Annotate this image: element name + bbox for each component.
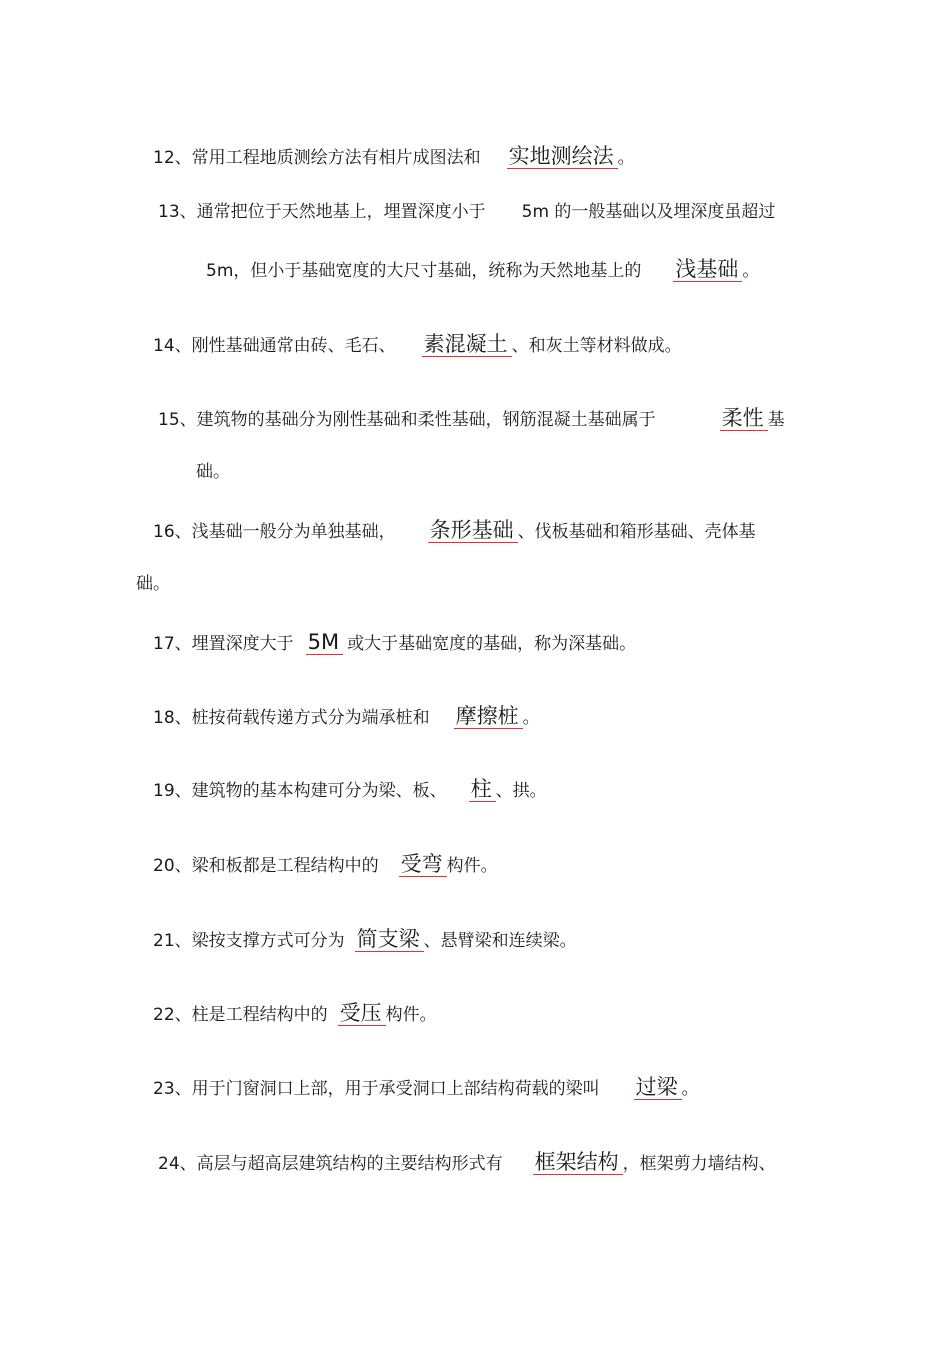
answer: 受压 <box>338 1001 386 1026</box>
question-text: 用于门窗洞口上部，用于承受洞口上部结构荷载的梁叫 <box>191 1079 600 1099</box>
question-number: 24、 <box>158 1154 197 1174</box>
answer: 简支梁 <box>355 927 424 952</box>
question-text: 埋置深度大于 <box>191 634 294 654</box>
question-text: 高层与超高层建筑结构的主要结构形式有 <box>196 1154 503 1174</box>
question-text-after: 。 <box>617 148 635 168</box>
question-text: 梁按支撑方式可分为 <box>191 931 345 951</box>
question-18 <box>153 704 540 730</box>
question-number: 18、 <box>153 708 192 728</box>
question-17 <box>153 630 636 656</box>
question-text-after: 。 <box>522 708 540 728</box>
answer: 框架结构 <box>533 1150 623 1175</box>
question-16-line2 <box>136 572 170 596</box>
question-number: 15、 <box>158 410 197 430</box>
question-24 <box>158 1150 776 1176</box>
question-text-after: 、悬臂梁和连续梁。 <box>423 931 577 951</box>
answer: 素混凝土 <box>422 332 512 357</box>
question-number: 16、 <box>153 522 192 542</box>
question-text: 建筑物的基本构建可分为梁、板、 <box>191 781 447 801</box>
question-19 <box>153 777 547 803</box>
question-21 <box>153 927 577 953</box>
question-text-after: 、伐板基础和箱形基础、壳体基 <box>517 522 756 542</box>
question-13-line2 <box>206 257 759 283</box>
question-number: 20、 <box>153 856 192 876</box>
question-number: 17、 <box>153 634 192 654</box>
question-text-after: 。 <box>681 1079 699 1099</box>
question-13 <box>158 200 775 224</box>
question-text: 础。 <box>136 574 170 594</box>
question-16 <box>153 518 756 544</box>
question-number: 23、 <box>153 1079 192 1099</box>
question-text: 常用工程地质测绘方法有相片成图法和 <box>191 148 481 168</box>
question-15 <box>158 406 785 432</box>
question-12 <box>153 144 635 170</box>
question-text-after: ，框架剪力墙结构、 <box>622 1154 776 1174</box>
answer: 实地测绘法 <box>507 144 618 169</box>
question-text: 通常把位于天然地基上，埋置深度小于 <box>196 202 486 222</box>
question-text: 桩按荷载传递方式分为端承桩和 <box>191 708 430 728</box>
question-text: 础。 <box>196 462 230 482</box>
answer: 柱 <box>469 777 496 802</box>
question-text: 5m，但小于基础宽度的大尺寸基础，统称为天然地基上的 <box>206 261 642 281</box>
answer: 过梁 <box>634 1075 682 1100</box>
question-text: 柱是工程结构中的 <box>191 1005 328 1025</box>
answer: 5M <box>306 630 343 655</box>
question-number: 12、 <box>153 148 192 168</box>
question-22 <box>153 1001 437 1027</box>
question-number: 19、 <box>153 781 192 801</box>
question-14 <box>153 332 682 358</box>
question-number: 13、 <box>158 202 197 222</box>
answer: 受弯 <box>399 852 447 877</box>
question-23 <box>153 1075 699 1101</box>
answer: 浅基础 <box>673 257 742 282</box>
question-number: 22、 <box>153 1005 192 1025</box>
question-number: 14、 <box>153 336 192 356</box>
question-text-after: 或大于基础宽度的基础，称为深基础。 <box>347 634 637 654</box>
answer: 条形基础 <box>428 518 518 543</box>
question-text: 刚性基础通常由砖、毛石、 <box>191 336 396 356</box>
question-15-line2 <box>196 460 230 484</box>
question-text: 浅基础一般分为单独基础， <box>191 522 396 542</box>
question-number: 21、 <box>153 931 192 951</box>
question-text: 建筑物的基础分为刚性基础和柔性基础，钢筋混凝土基础属于 <box>196 410 656 430</box>
question-20 <box>153 852 498 878</box>
question-text-after: 构件。 <box>446 856 498 876</box>
question-text-after: 基 <box>767 410 785 430</box>
question-text-after: 构件。 <box>385 1005 437 1025</box>
question-text: 梁和板都是工程结构中的 <box>191 856 379 876</box>
question-text-after: 、拱。 <box>495 781 547 801</box>
question-text-after: 。 <box>742 261 760 281</box>
question-text-mid: 5m 的一般基础以及埋深度虽超过 <box>521 202 776 222</box>
answer: 摩擦桩 <box>454 704 523 729</box>
question-text-after: 、和灰土等材料做成。 <box>511 336 682 356</box>
answer: 柔性 <box>720 406 768 431</box>
